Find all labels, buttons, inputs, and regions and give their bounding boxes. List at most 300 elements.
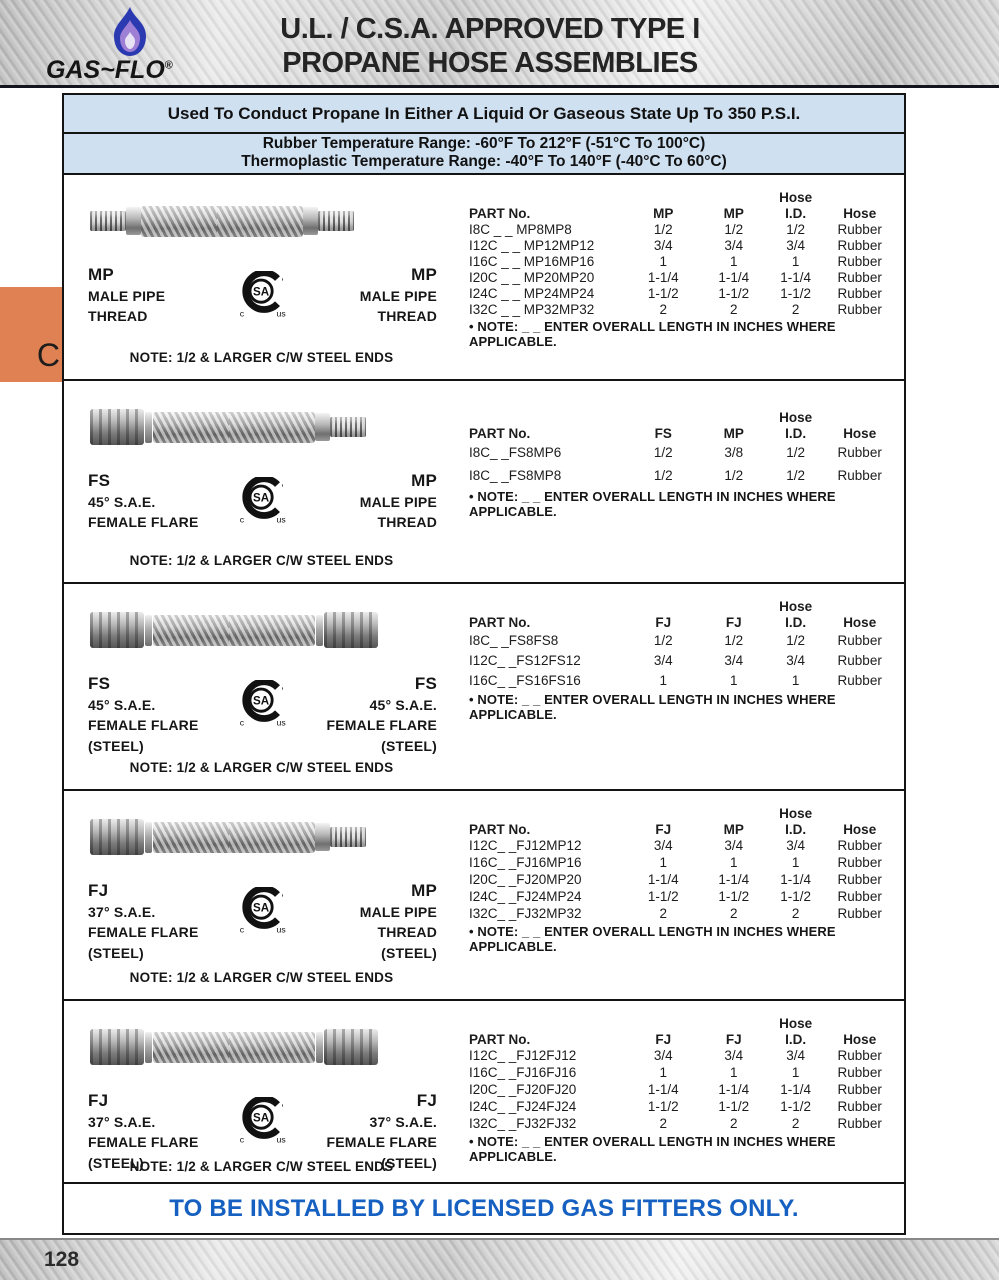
collar-ring: [316, 615, 323, 646]
table-cell: 1-1/4: [647, 269, 679, 285]
male-thread-tip: [330, 417, 366, 437]
fitting-label: 37° S.A.E.: [88, 1113, 156, 1130]
table-cell: I12C_ _FS12FS12: [469, 652, 581, 668]
install-warning: TO BE INSTALLED BY LICENSED GAS FITTERS ONLY.: [169, 1194, 799, 1222]
table-cell: I8C _ _ MP8MP8: [469, 221, 572, 237]
steel-ends-note: NOTE: 1/2 & LARGER C/W STEEL ENDS: [129, 350, 394, 365]
table-cell: 3/4: [724, 652, 744, 668]
svg-text:us: us: [276, 514, 286, 525]
table-cell: 1/2: [724, 468, 744, 483]
table-cell: I32C _ _ MP32MP32: [469, 301, 595, 317]
table-cell: Rubber: [837, 221, 882, 237]
table-cell: 3/4: [653, 652, 673, 668]
title-line-1: U.L. / C.S.A. APPROVED TYPE I: [280, 13, 700, 45]
column-top-header: Hose: [779, 598, 813, 614]
table-cell: 3/4: [724, 1048, 744, 1063]
parts-table: [469, 805, 896, 922]
length-footnote: • NOTE: _ _ ENTER OVERALL LENGTH IN INCHES WHERE APPLICABLE.: [469, 692, 836, 722]
column-top-header: [627, 1015, 700, 1031]
svg-text:SA: SA: [252, 694, 269, 708]
male-thread-tip: [90, 211, 126, 231]
fitting-label: FS: [88, 674, 111, 693]
temperature-banner: [62, 134, 906, 175]
fitting-label: THREAD: [377, 924, 437, 940]
table-row: [469, 650, 896, 670]
table-row: [469, 301, 896, 317]
title-line-2: PROPANE HOSE ASSEMBLIES: [282, 47, 698, 79]
brand-text: GAS~FLO: [46, 56, 165, 84]
column-header: PART No.: [469, 205, 531, 221]
column-top-header: [823, 1015, 896, 1031]
table-cell: 1: [729, 672, 738, 688]
braided-sleeve: [217, 206, 303, 237]
fitting-label: MALE PIPE: [359, 903, 437, 920]
csa-logo-icon: [234, 1097, 292, 1145]
svg-text:SA: SA: [252, 1111, 269, 1125]
male-thread-tip: [318, 211, 354, 231]
table-cell: I12C _ _ MP12MP12: [469, 237, 595, 253]
length-footnote: • NOTE: _ _ ENTER OVERALL LENGTH IN INCHES WHERE APPLICABLE.: [469, 924, 836, 954]
table-row: [469, 1098, 896, 1115]
table-cell: 2: [659, 301, 668, 317]
table-cell: I16C_ _FJ16MP16: [469, 855, 582, 870]
collar-ring: [145, 1032, 152, 1063]
column-header: Hose: [843, 1031, 877, 1047]
fitting-label: (STEEL): [381, 1154, 437, 1171]
csa-mark: [234, 680, 292, 728]
fitting-label: 45° S.A.E.: [369, 696, 437, 713]
fitting-label: MP: [411, 881, 437, 900]
table-cell: I12C_ _FJ12MP12: [469, 838, 582, 853]
table-cell: 3/4: [653, 1048, 673, 1063]
table-cell: 1-1/4: [718, 1082, 750, 1097]
csa-logo-icon: [234, 271, 292, 319]
fitting-label: FS: [88, 471, 111, 490]
table-cell: 1-1/4: [718, 872, 750, 887]
column-top-header: [823, 598, 896, 614]
thermoplastic-temp-range: Thermoplastic Temperature Range: -40°F To 140°F (-40°C To 60°C): [241, 152, 727, 170]
table-row: [469, 854, 896, 871]
hex-collar: [303, 207, 318, 235]
table-cell: 1/2: [724, 632, 744, 648]
collar-ring: [145, 822, 152, 853]
steel-ends-note: NOTE: 1/2 & LARGER C/W STEEL ENDS: [129, 970, 394, 985]
parts-table: [469, 409, 896, 487]
fitting-label: (STEEL): [381, 737, 437, 754]
braided-sleeve: [141, 206, 227, 237]
table-cell: 1-1/4: [647, 872, 679, 887]
table-cell: Rubber: [837, 269, 882, 285]
fitting-label: MP: [411, 265, 437, 284]
table-cell: 1/2: [786, 632, 806, 648]
table-cell: 1: [729, 855, 738, 870]
table-cell: I20C _ _ MP20MP20: [469, 269, 595, 285]
table-cell: Rubber: [837, 1116, 882, 1131]
registered-mark: ®: [164, 59, 173, 72]
brand-wordmark: [46, 56, 173, 85]
table-row: [469, 905, 896, 922]
braided-sleeve: [229, 822, 315, 853]
table-cell: Rubber: [837, 1048, 882, 1063]
table-cell: 1-1/2: [647, 889, 679, 904]
column-top-header: [469, 598, 627, 614]
table-row: [469, 837, 896, 854]
column-top-header: [469, 805, 627, 821]
column-header: FJ: [655, 821, 672, 837]
table-cell: Rubber: [837, 855, 882, 870]
csa-mark: [234, 887, 292, 935]
parts-table: [469, 189, 896, 317]
hose-photo: [90, 807, 445, 867]
table-row: [469, 1047, 896, 1064]
column-top-header: [700, 409, 768, 425]
fitting-label: (STEEL): [88, 1154, 144, 1171]
table-row: [469, 441, 896, 464]
svg-text:c: c: [239, 924, 244, 935]
table-cell: 1-1/4: [780, 872, 812, 887]
table-row: [469, 285, 896, 301]
table-cell: 1/2: [786, 468, 806, 483]
table-cell: 1-1/2: [718, 1099, 750, 1114]
female-swivel-nut: [324, 612, 378, 648]
fitting-label: FJ: [88, 1091, 109, 1110]
csa-mark: [234, 477, 292, 525]
table-cell: Rubber: [837, 468, 882, 483]
table-cell: Rubber: [837, 872, 882, 887]
table-cell: 1-1/4: [780, 1082, 812, 1097]
left-fitting-labels: [88, 881, 199, 963]
right-fitting-labels: [360, 471, 437, 533]
fitting-label: FJ: [416, 1091, 437, 1110]
fitting-label: 37° S.A.E.: [88, 903, 156, 920]
collar-ring: [145, 615, 152, 646]
braided-sleeve: [153, 615, 239, 646]
table-cell: I20C_ _FJ20MP20: [469, 872, 582, 887]
female-swivel-nut: [90, 409, 144, 445]
column-top-header: [700, 189, 768, 205]
fitting-label: MP: [88, 265, 114, 284]
table-cell: I8C_ _FS8MP8: [469, 468, 562, 483]
svg-text:’: ’: [280, 1103, 284, 1115]
table-cell: 1-1/2: [780, 285, 812, 301]
table-cell: I20C_ _FJ20FJ20: [469, 1082, 577, 1097]
table-cell: 2: [729, 906, 738, 921]
column-header: I.D.: [785, 425, 807, 441]
page-footer: [0, 1238, 999, 1280]
female-swivel-nut: [324, 1029, 378, 1065]
column-top-header: Hose: [779, 409, 813, 425]
table-cell: 3/4: [786, 1048, 806, 1063]
steel-ends-note: NOTE: 1/2 & LARGER C/W STEEL ENDS: [129, 1159, 394, 1174]
content-column: [62, 93, 906, 1235]
fitting-label: FS: [414, 674, 437, 693]
column-header: FJ: [655, 614, 672, 630]
column-header: I.D.: [785, 205, 807, 221]
left-fitting-labels: [88, 265, 165, 327]
rubber-temp-range: Rubber Temperature Range: -60°F To 212°F (-51°C To 100°C): [262, 135, 706, 152]
fitting-label: FEMALE FLARE: [326, 717, 437, 733]
column-top-header: [700, 1015, 768, 1031]
column-header: FJ: [655, 1031, 672, 1047]
braided-sleeve: [229, 615, 315, 646]
table-cell: 1-1/2: [780, 1099, 812, 1114]
table-cell: I32C_ _FJ32MP32: [469, 906, 582, 921]
column-header: FS: [654, 425, 672, 441]
column-header: MP: [723, 425, 744, 441]
left-fitting-labels: [88, 471, 199, 533]
table-cell: 1-1/4: [718, 269, 750, 285]
braided-sleeve: [153, 412, 239, 443]
table-cell: 1/2: [653, 632, 673, 648]
table-cell: 1: [659, 855, 668, 870]
column-top-header: Hose: [779, 1015, 813, 1031]
table-row: [469, 871, 896, 888]
fitting-label: THREAD: [377, 308, 437, 324]
table-cell: 2: [791, 301, 800, 317]
hose-photo: [90, 191, 445, 251]
product-sections-box: [62, 175, 906, 1235]
table-cell: I32C_ _FJ32FJ32: [469, 1116, 577, 1131]
table-cell: Rubber: [837, 889, 882, 904]
table-cell: 1/2: [653, 221, 673, 237]
column-header: I.D.: [785, 614, 807, 630]
table-cell: 3/4: [786, 838, 806, 853]
csa-mark: [234, 1097, 292, 1145]
column-top-header: [627, 189, 700, 205]
column-header: Hose: [843, 205, 877, 221]
hose-photo: [90, 397, 445, 457]
table-row: [469, 221, 896, 237]
table-cell: 1: [791, 855, 800, 870]
svg-text:us: us: [276, 717, 286, 728]
svg-text:SA: SA: [252, 491, 269, 505]
table-cell: 1-1/2: [718, 889, 750, 904]
csa-mark: [234, 271, 292, 319]
page-number: 128: [44, 1248, 80, 1271]
column-top-header: [469, 409, 627, 425]
csa-logo-icon: [234, 887, 292, 935]
fitting-label: MP: [411, 471, 437, 490]
table-row: [469, 253, 896, 269]
table-cell: 1: [729, 1065, 738, 1080]
fitting-label: 45° S.A.E.: [88, 696, 156, 713]
braided-sleeve: [229, 1032, 315, 1063]
column-header: MP: [653, 205, 674, 221]
svg-text:SA: SA: [252, 285, 269, 299]
braided-sleeve: [153, 822, 239, 853]
table-cell: 1-1/2: [718, 285, 750, 301]
right-fitting-labels: [360, 265, 437, 327]
length-footnote: • NOTE: _ _ ENTER OVERALL LENGTH IN INCHES WHERE APPLICABLE.: [469, 319, 836, 349]
fitting-label: FJ: [88, 881, 109, 900]
table-cell: Rubber: [837, 652, 882, 668]
table-cell: 1: [659, 672, 668, 688]
fitting-label: MALE PIPE: [359, 493, 437, 510]
length-footnote: • NOTE: _ _ ENTER OVERALL LENGTH IN INCHES WHERE APPLICABLE.: [469, 1134, 836, 1164]
column-top-header: [627, 409, 700, 425]
fitting-label: FEMALE FLARE: [88, 924, 199, 940]
table-cell: 3/4: [653, 838, 673, 853]
female-swivel-nut: [90, 1029, 144, 1065]
table-cell: 1-1/4: [647, 1082, 679, 1097]
fitting-label: (STEEL): [381, 944, 437, 961]
column-top-header: [823, 805, 896, 821]
svg-text:SA: SA: [252, 901, 269, 915]
column-header: Hose: [843, 425, 877, 441]
table-cell: 1/2: [786, 221, 806, 237]
table-cell: I8C_ _FS8FS8: [469, 632, 559, 648]
column-top-header: [700, 598, 768, 614]
parts-table: [469, 598, 896, 690]
table-cell: I16C _ _ MP16MP16: [469, 253, 595, 269]
svg-text:c: c: [239, 1134, 244, 1145]
table-row: [469, 1081, 896, 1098]
svg-text:’: ’: [280, 893, 284, 905]
male-thread-tip: [330, 827, 366, 847]
column-header: FJ: [725, 1031, 742, 1047]
collar-ring: [316, 1032, 323, 1063]
section-fs-fs: [64, 584, 904, 791]
page-header: [0, 0, 999, 88]
side-tab-letter: C: [36, 337, 60, 373]
table-cell: Rubber: [837, 1082, 882, 1097]
table-cell: 1: [659, 1065, 668, 1080]
table-cell: I12C_ _FJ12FJ12: [469, 1048, 577, 1063]
column-header: MP: [723, 821, 744, 837]
fitting-label: FEMALE FLARE: [88, 514, 199, 530]
table-cell: 1: [791, 253, 800, 269]
svg-text:c: c: [239, 514, 244, 525]
table-cell: Rubber: [837, 906, 882, 921]
svg-text:us: us: [276, 1134, 286, 1145]
column-header: PART No.: [469, 1031, 531, 1047]
section-fs-mp: [64, 381, 904, 584]
table-cell: 1: [791, 672, 800, 688]
table-row: [469, 670, 896, 690]
svg-text:c: c: [239, 717, 244, 728]
flame-icon: [94, 6, 166, 58]
table-row: [469, 888, 896, 905]
table-cell: 3/4: [724, 838, 744, 853]
fitting-label: FEMALE FLARE: [88, 717, 199, 733]
table-cell: Rubber: [837, 838, 882, 853]
table-cell: Rubber: [837, 632, 882, 648]
table-cell: 2: [791, 1116, 800, 1131]
table-cell: I24C_ _FJ24FJ24: [469, 1099, 577, 1114]
table-cell: 3/4: [724, 237, 744, 253]
braided-sleeve: [153, 1032, 239, 1063]
braided-sleeve: [229, 412, 315, 443]
table-cell: 1: [729, 253, 738, 269]
female-swivel-nut: [90, 819, 144, 855]
steel-ends-note: NOTE: 1/2 & LARGER C/W STEEL ENDS: [129, 760, 394, 775]
gasflo-logo: [38, 4, 223, 86]
table-cell: 3/4: [786, 652, 806, 668]
left-fitting-labels: [88, 674, 199, 756]
fitting-label: (STEEL): [88, 737, 144, 754]
table-row: [469, 269, 896, 285]
column-header: PART No.: [469, 425, 531, 441]
table-cell: I8C_ _FS8MP6: [469, 445, 562, 460]
svg-text:’: ’: [280, 483, 284, 495]
table-cell: 3/8: [724, 445, 744, 460]
hose-photo: [90, 600, 445, 660]
fitting-label: MALE PIPE: [88, 287, 166, 304]
svg-text:us: us: [276, 924, 286, 935]
section-fj-mp: [64, 791, 904, 1001]
page-title: [230, 12, 750, 80]
table-cell: I24C_ _FJ24MP24: [469, 889, 582, 904]
table-row: [469, 1115, 896, 1132]
table-cell: 1: [791, 1065, 800, 1080]
table-cell: Rubber: [837, 672, 882, 688]
table-cell: Rubber: [837, 285, 882, 301]
table-cell: Rubber: [837, 1065, 882, 1080]
section-mp-mp: [64, 175, 904, 381]
fitting-label: 37° S.A.E.: [369, 1113, 437, 1130]
table-cell: 1-1/2: [647, 1099, 679, 1114]
column-header: Hose: [843, 614, 877, 630]
steel-ends-note: NOTE: 1/2 & LARGER C/W STEEL ENDS: [129, 553, 394, 568]
usage-banner: Used To Conduct Propane In Either A Liquid Or Gaseous State Up To 350 P.S.I.: [62, 93, 906, 134]
right-fitting-labels: [360, 881, 437, 963]
column-top-header: [627, 598, 700, 614]
section-fj-fj: [64, 1001, 904, 1184]
table-cell: 1-1/2: [780, 889, 812, 904]
column-header: FJ: [725, 614, 742, 630]
table-cell: 2: [729, 301, 738, 317]
table-cell: Rubber: [837, 301, 882, 317]
column-header: PART No.: [469, 821, 531, 837]
table-cell: 2: [659, 906, 668, 921]
table-cell: I24C _ _ MP24MP24: [469, 285, 595, 301]
column-header: MP: [723, 205, 744, 221]
column-top-header: Hose: [779, 189, 813, 205]
table-cell: Rubber: [837, 1099, 882, 1114]
column-header: I.D.: [785, 821, 807, 837]
hose-photo: [90, 1017, 445, 1077]
fitting-label: THREAD: [88, 308, 148, 324]
parts-table: [469, 1015, 896, 1132]
svg-text:’: ’: [280, 277, 284, 289]
column-top-header: Hose: [779, 805, 813, 821]
fitting-label: 45° S.A.E.: [88, 493, 156, 510]
hex-collar: [315, 413, 330, 441]
svg-text:’: ’: [280, 686, 284, 698]
table-cell: 2: [791, 906, 800, 921]
table-cell: I16C_ _FJ16FJ16: [469, 1065, 577, 1080]
hex-collar: [315, 823, 330, 851]
fitting-label: (STEEL): [88, 944, 144, 961]
fitting-label: FEMALE FLARE: [88, 1134, 199, 1150]
table-cell: 3/4: [653, 237, 673, 253]
svg-text:us: us: [276, 308, 286, 319]
table-cell: 1/2: [653, 445, 673, 460]
length-footnote: • NOTE: _ _ ENTER OVERALL LENGTH IN INCHES WHERE APPLICABLE.: [469, 489, 836, 519]
table-cell: 1: [659, 253, 668, 269]
table-row: [469, 1064, 896, 1081]
table-cell: 2: [659, 1116, 668, 1131]
column-top-header: [823, 409, 896, 425]
fitting-label: FEMALE FLARE: [326, 1134, 437, 1150]
table-cell: 2: [729, 1116, 738, 1131]
table-cell: Rubber: [837, 237, 882, 253]
table-cell: 1/2: [653, 468, 673, 483]
column-top-header: [627, 805, 700, 821]
fitting-label: THREAD: [377, 514, 437, 530]
column-top-header: [469, 189, 627, 205]
table-cell: I16C_ _FS16FS16: [469, 672, 581, 688]
